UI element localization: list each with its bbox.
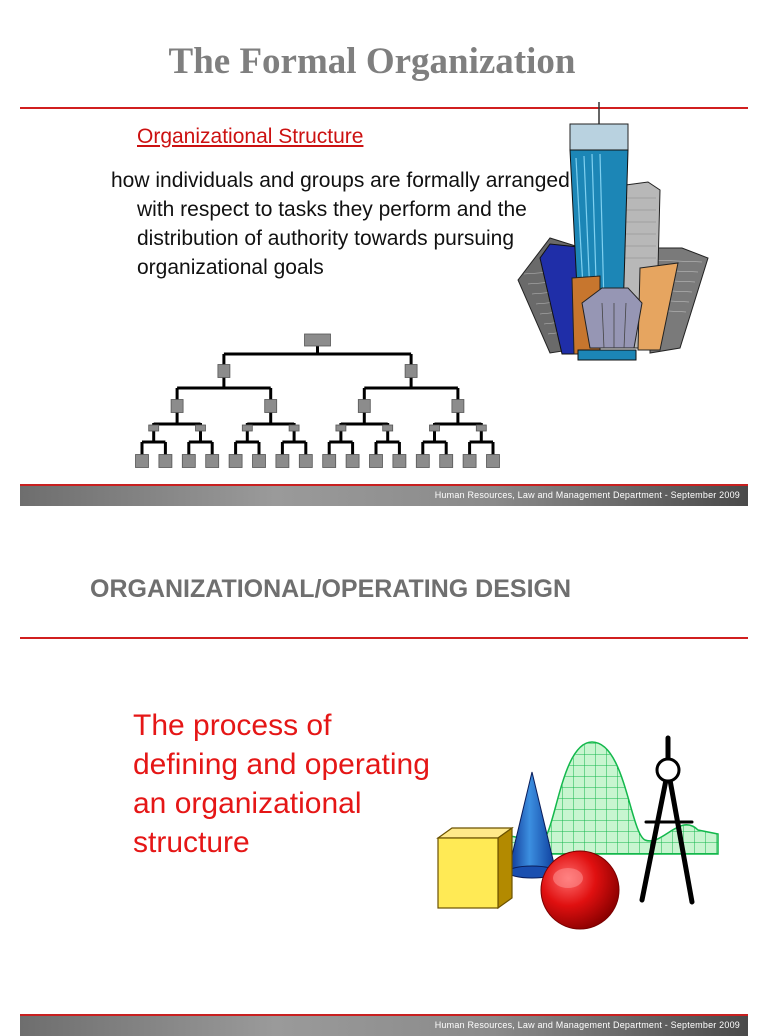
org-chart-node bbox=[358, 400, 370, 413]
org-chart-node bbox=[206, 455, 219, 468]
org-chart-node bbox=[299, 455, 312, 468]
footer-bar bbox=[20, 484, 748, 506]
org-chart-node bbox=[242, 425, 252, 431]
title-divider bbox=[20, 637, 748, 639]
slide-title: The Formal Organization bbox=[168, 41, 576, 82]
slide-title: ORGANIZATIONAL/OPERATING DESIGN bbox=[90, 575, 572, 603]
org-chart-node bbox=[416, 455, 429, 468]
geometric-shapes-clipart bbox=[430, 732, 730, 932]
slide-formal-organization bbox=[0, 0, 768, 512]
org-chart-node bbox=[405, 365, 417, 378]
org-chart-node bbox=[289, 425, 299, 431]
org-chart-node bbox=[440, 455, 453, 468]
org-chart-node bbox=[265, 400, 277, 413]
org-chart-node bbox=[430, 425, 440, 431]
org-chart-diagram bbox=[130, 328, 510, 473]
slide-subtitle: Organizational Structure bbox=[137, 125, 364, 148]
design-definition-text: The process of defining and operating an organizational structure bbox=[133, 709, 430, 859]
org-chart-node bbox=[370, 455, 383, 468]
org-chart-node bbox=[276, 455, 289, 468]
org-chart-node bbox=[383, 425, 393, 431]
org-chart-node bbox=[463, 455, 476, 468]
org-chart-node bbox=[452, 400, 464, 413]
org-chart-node bbox=[149, 425, 159, 431]
definition-text: how individuals and groups are formally arranged with respect to tasks they perform and the distribution of authority towards pursuing organizational goals bbox=[111, 169, 570, 279]
org-chart-node bbox=[229, 455, 242, 468]
footer-bar bbox=[20, 1014, 748, 1036]
org-chart-node bbox=[136, 455, 149, 468]
org-chart-node bbox=[171, 400, 183, 413]
org-chart-node bbox=[182, 455, 195, 468]
org-chart-node bbox=[346, 455, 359, 468]
org-chart-node bbox=[196, 425, 206, 431]
footer-text: Human Resources, Law and Management Department - September 2009 bbox=[434, 1020, 740, 1030]
org-chart-node bbox=[159, 455, 172, 468]
org-chart-node bbox=[393, 455, 406, 468]
org-chart-node bbox=[253, 455, 266, 468]
footer-text: Human Resources, Law and Management Department - September 2009 bbox=[434, 490, 740, 500]
skyscraper-clipart bbox=[510, 98, 720, 368]
org-chart-node bbox=[323, 455, 336, 468]
org-chart-node bbox=[305, 334, 331, 346]
org-chart-node bbox=[336, 425, 346, 431]
org-chart-node bbox=[487, 455, 500, 468]
slide-operating-design bbox=[0, 512, 768, 1030]
org-chart-node bbox=[218, 365, 230, 378]
org-chart-node bbox=[476, 425, 486, 431]
